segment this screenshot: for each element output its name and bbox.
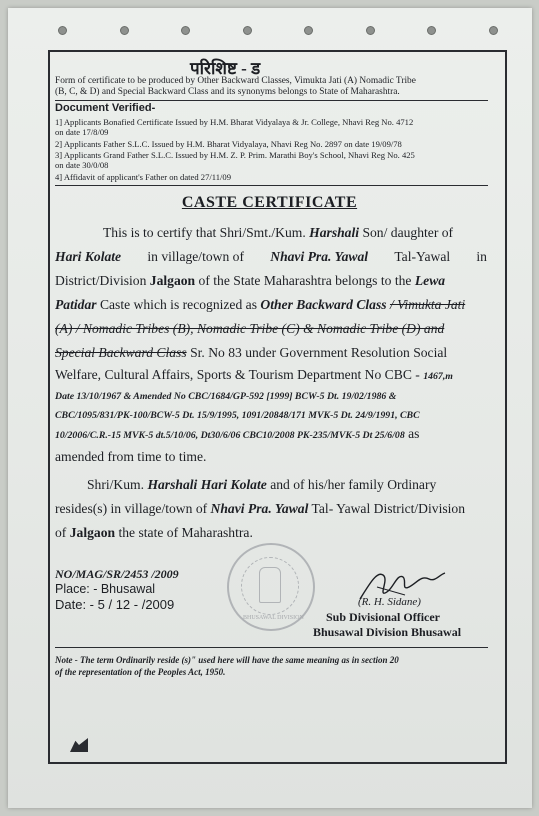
certificate-title: CASTE CERTIFICATE (181, 194, 358, 211)
form-intro-line-1: Form of certificate to be produced by Other Backward Classes, Vimukta Jati (A) Nomadic Tribe (55, 76, 416, 86)
body-line-6: Special Backward Class Sr. No 83 under Government Resolution Social (55, 345, 448, 360)
district: Jalgaon (149, 273, 196, 288)
residence-line-1: Shri/Kum. Harshali Hari Kolate and of his/her family Ordinary (87, 477, 437, 492)
documents-heading: Document Verified- (55, 102, 156, 114)
divider (55, 100, 488, 101)
body-line-2: Hari Kolate in village/town of Nhavi Pra. Yawal Tal-Yawal in (55, 249, 487, 264)
father-name: Hari Kolate (55, 249, 122, 264)
divider (55, 647, 488, 648)
body-line-8: Date 13/10/1967 & Amended No CBC/1684/GP-592 [1999] BCW-5 Dt. 19/02/1986 & (55, 391, 397, 402)
caste: Patidar (55, 297, 97, 312)
body-line-5: (A) / Nomadic Tribes (B), Nomadic Tribe (C) & Nomadic Tribe (D) and (55, 321, 445, 336)
date: Date: - 5 / 12 - /2009 (55, 597, 175, 612)
residence-line-3: of Jalgaon the state of Maharashtra. (55, 525, 253, 540)
document-item: on date 17/8/09 (55, 127, 109, 137)
category: Other Backward Class (260, 297, 387, 312)
residence-line-2: resides(s) in village/town of Nhavi Pra. Yawal Tal- Yawal District/Division (55, 501, 466, 516)
official-seal: BHUSAWAL DIVISION (227, 543, 315, 631)
office: Bhusawal Division Bhusawal (313, 625, 462, 639)
place: Place: - Bhusawal (55, 582, 156, 596)
document-item: 4] Affidavit of applicant's Father on dated 27/11/09 (55, 172, 232, 182)
document-item: on date 30/0/08 (55, 160, 109, 170)
document-item: 1] Applicants Bonafied Certificate Issued by H.M. Bharat Vidyalaya & Jr. College, Nhavi Reg No. 4712 (55, 117, 414, 127)
reference-number: NO/MAG/SR/2453 /2009 (55, 567, 179, 581)
applicant-name: Harshali (309, 225, 360, 240)
punch-holes (58, 26, 498, 40)
body-line-11: amended from time to time. (55, 449, 207, 464)
body-line-7: Welfare, Cultural Affairs, Sports & Tourism Department No CBC - 1467,m (55, 367, 453, 382)
body-line-9: CBC/1095/831/PK-100/BCW-5 Dt. 15/9/1995, 1091/20848/171 MVK-5 Dt. 24/9/1991, CBC (55, 410, 420, 421)
form-intro-line-2: (B, C, & D) and Special Backward Class and its synonyms belongs to State of Maharashtra. (55, 87, 400, 97)
body-line-4: Patidar Caste which is recognized as Other Backward Class / Vimukta Jati (55, 297, 466, 312)
signatory-name: (R. H. Sidane) (358, 596, 421, 608)
divider (55, 185, 488, 186)
designation: Sub Divisional Officer (326, 610, 441, 624)
body-line-3: District/Division Jalgaon of the State Maharashtra belongs to the Lewa (55, 273, 446, 288)
document-item: 2] Applicants Father S.L.C. Issued by H.M. Bharat Vidyalaya, Nhavi Reg No. 2897 on date 19/09/78 (55, 139, 402, 149)
document-item: 3] Applicants Grand Father S.L.C. Issued by H.M. Z. P. Prim. Marathi Boy's School, Nhavi Reg No. 425 (55, 150, 415, 160)
appendix-heading: परिशिष्ट - ड (190, 59, 261, 78)
note-line-1: Note - The term Ordinarily reside (s)" used here will have the same meaning as in section 20 (55, 655, 399, 665)
body-line-1: This is to certify that Shri/Smt./Kum. Harshali Son/ daughter of (103, 225, 454, 240)
note-line-2: of the representation of the Peoples Act, 1950. (55, 667, 226, 677)
body-line-10: 10/2006/C.R.-15 MVK-5 dt.5/10/06, Dt30/6/06 CBC10/2008 PK-235/MVK-5 Dt 25/6/08 as (55, 426, 420, 441)
emblem-icon (259, 567, 281, 603)
